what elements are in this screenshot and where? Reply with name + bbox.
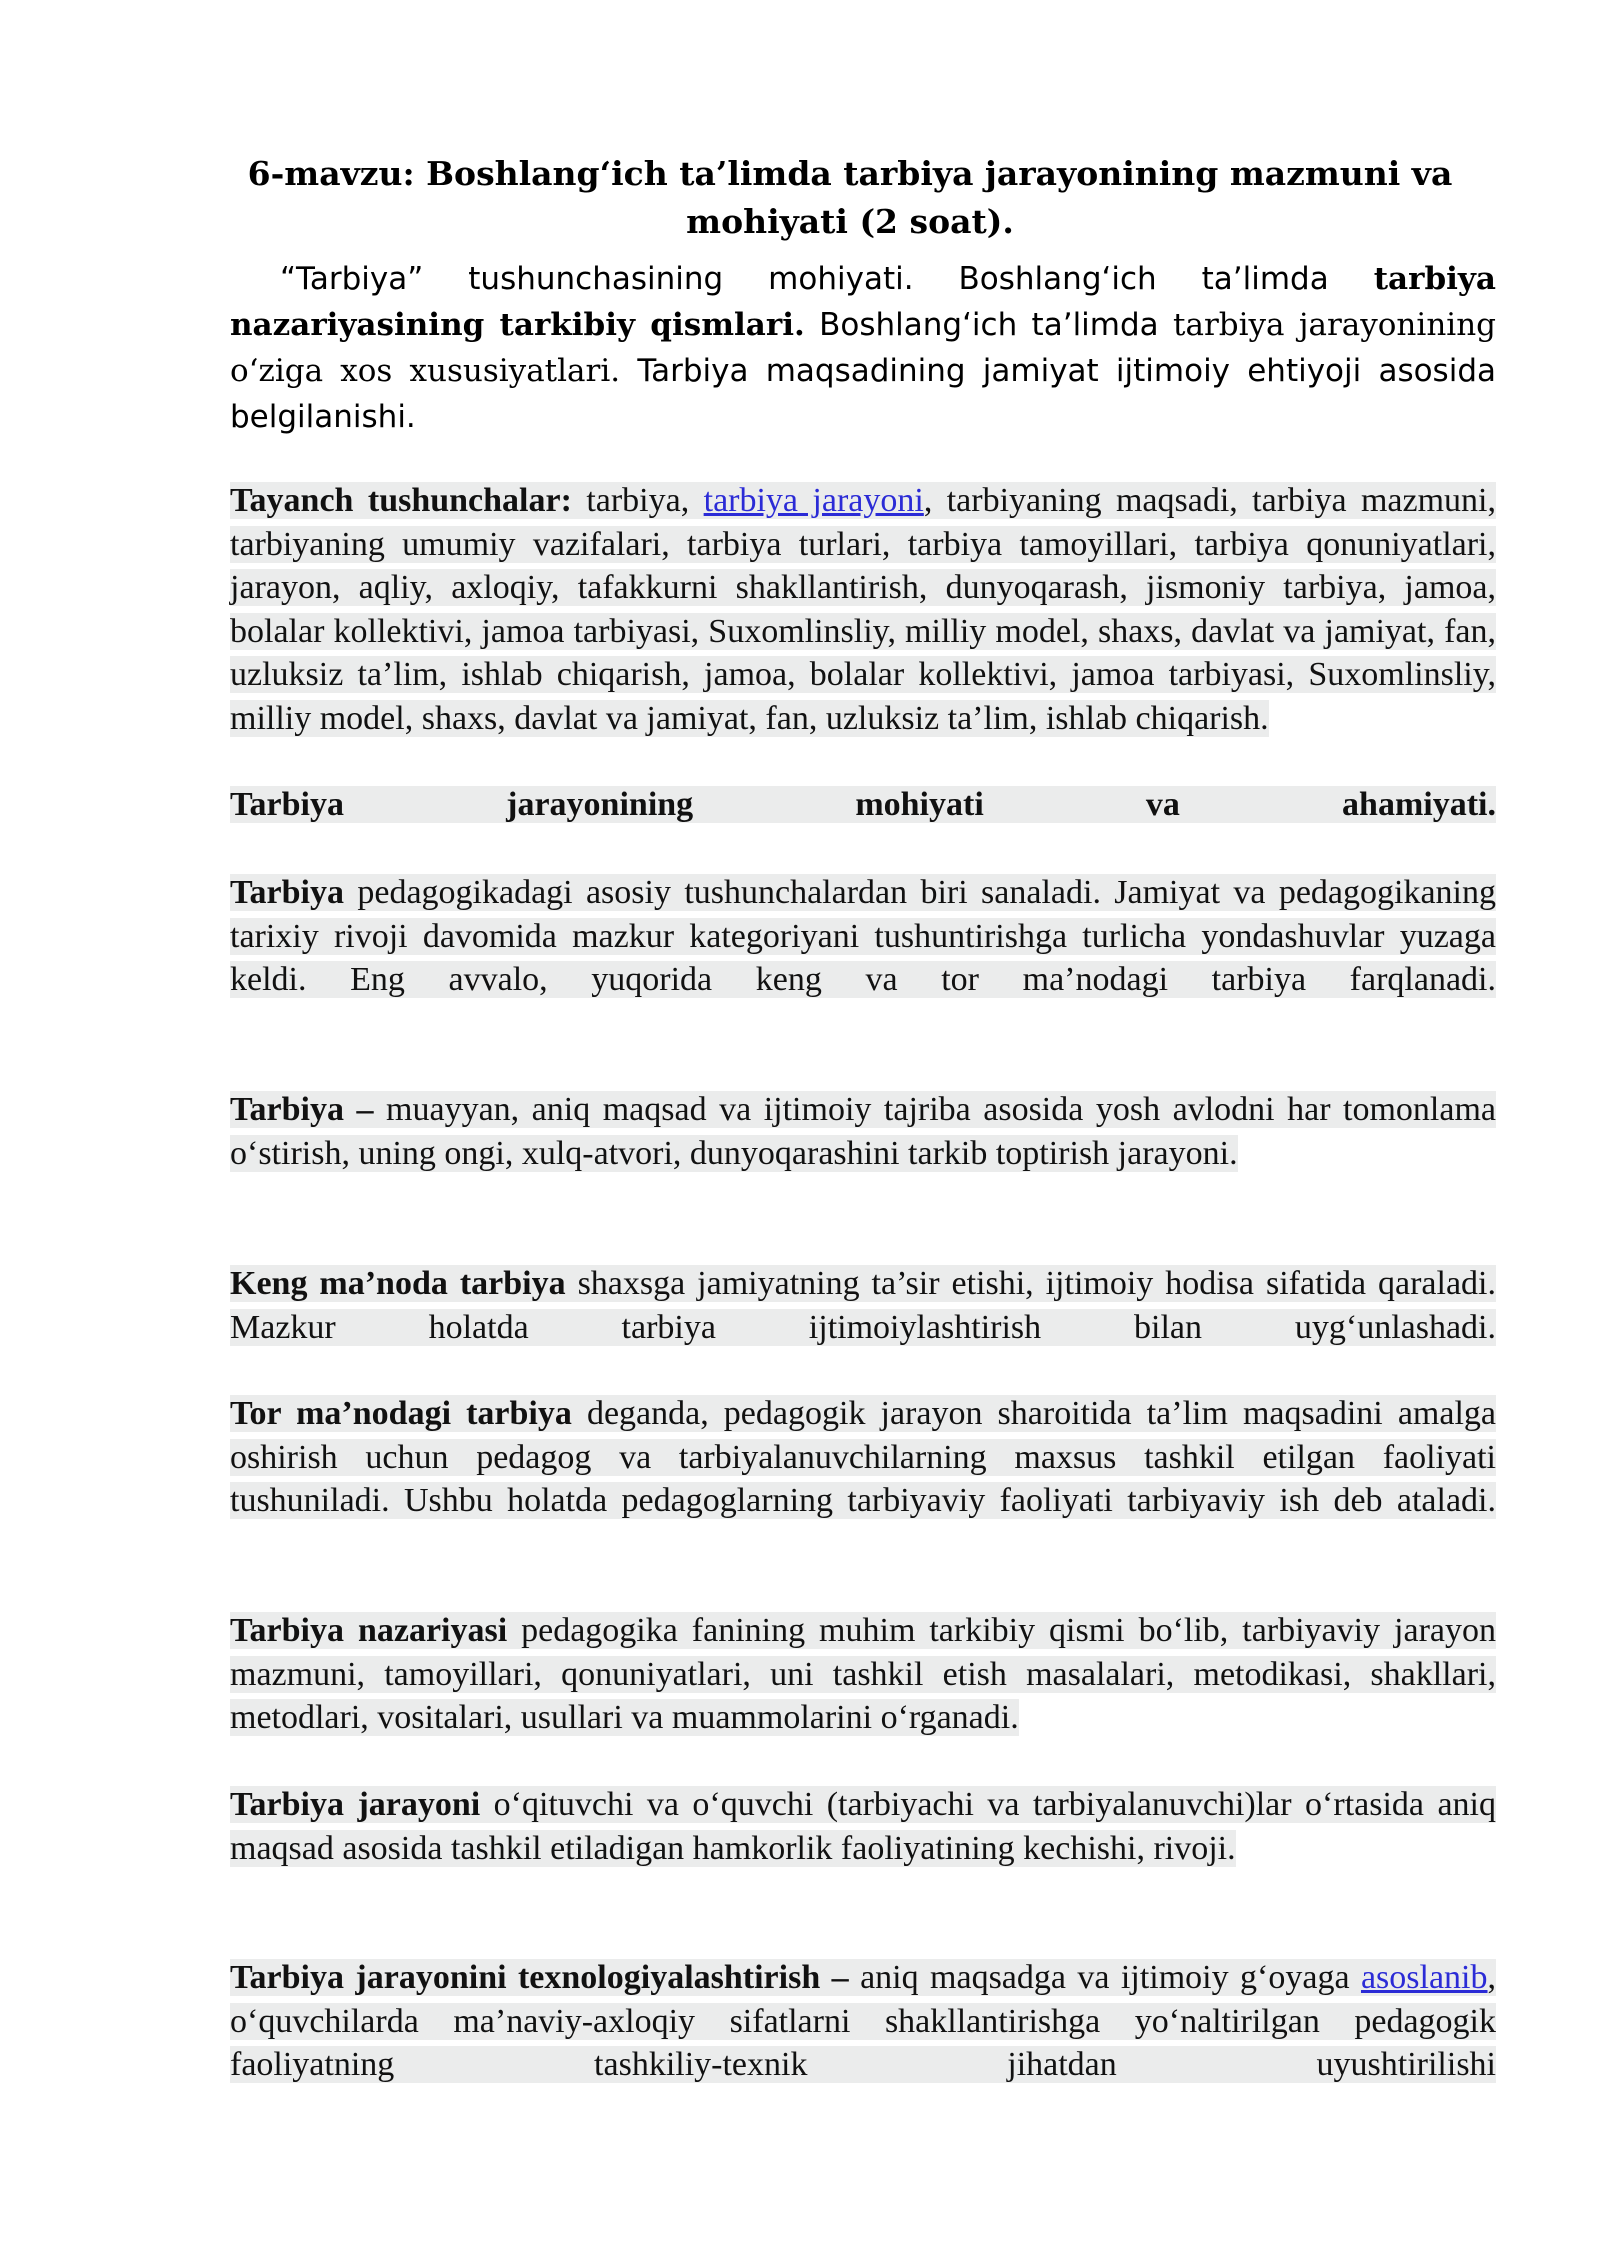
term-tarbiya-nazariyasi: Tarbiya nazariyasi [230,1612,508,1649]
key-concepts-text-2: , tarbiyaning maqsadi, tarbiya mazmuni, tarbiyaning umumiy vazifalari, tarbiya turlari, tarbiya tamoyillari, tarbiya qonuniyatlari, jarayon, aqliy, axloqiy, tafakkurni shakllantirish, dunyoqarash, jismoniy tarbiya, jamoa, bolalar kollektivi, jamoa tarbiyasi, Suxomlinsliy, milliy model, shaxs, davlat va jamiyat, fan, uzluksiz ta’lim, ishlab chiqarish, jamoa, bolalar kollektivi, jamoa tarbiyasi, Suxomlinsliy, milliy model, shaxs, davlat va jamiyat, fan, uzluksiz ta’lim, ishlab chiqarish. [230,482,1496,737]
paragraph-keng-manoda [230,1262,1496,1349]
paragraph-tarbiya-definition [230,1088,1496,1175]
term-texnologiyalashtirish: Tarbiya jarayonini texnologiyalashtirish – [230,1959,849,1996]
asoslanib-link[interactable]: asoslanib [1360,1959,1488,1996]
paragraph-keng-highlight [230,1265,1496,1346]
paragraph-nazariyasi [230,1609,1496,1740]
paragraph-texnologiyalashtirish [230,1956,1496,2087]
paragraph-jarayoni-highlight [230,1786,1496,1867]
paragraph-tor-text: deganda, pedagogik jarayon sharoitida ta’lim maqsadini amalga oshirish uchun pedagog va tarbiyalanuvchilarning maxsus tashkil etilgan faoliyati tushuniladi. Ushbu holatda pedagoglarning tarbiyaviy faoliyati tarbiyaviy ish deb ataladi. [230,1395,1496,1519]
term-tarbiya-jarayoni: Tarbiya jarayoni [230,1786,481,1823]
section-heading [230,783,1496,827]
term-tarbiya-dash: Tarbiya – [230,1091,374,1128]
key-concepts-paragraph [230,479,1496,740]
paragraph-jarayoni-text: o‘qituvchi va o‘quvchi (tarbiyachi va tarbiyalanuvchi)lar o‘rtasida aniq maqsad asosida tashkil etiladigan hamkorlik faoliyatining kechishi, rivoji. [230,1786,1496,1867]
section-heading-text: Tarbiya jarayonining mohiyati va ahamiyati. [230,786,1496,823]
key-concepts-text-1: tarbiya, [571,482,704,519]
paragraph-definition-highlight [230,1091,1496,1172]
paragraph-nazariyasi-highlight [230,1612,1496,1736]
intro-bold-phrase: tarbiya nazariyasining tarkibiy qismlari. [230,261,1496,343]
paragraph-keng-text: shaxsga jamiyatning ta’sir etishi, ijtimoiy hodisa sifatida qaraladi. Mazkur holatda tarbiya ijtimoiylashtirish bilan uyg‘unlashadi. [230,1265,1496,1346]
intro-paragraph [230,256,1496,440]
intro-text-1: “Tarbiya” tushunchasining mohiyati. Boshlang‘ich ta’limda [280,261,1374,297]
page-title [230,150,1470,246]
term-keng-manoda: Keng ma’noda tarbiya [230,1265,566,1302]
paragraph-texnologiya-highlight [230,1959,1496,2083]
tarbiya-jarayoni-link[interactable]: tarbiya jarayoni [703,482,924,519]
intro-text-2: Boshlang‘ich ta’limda [804,307,1174,343]
key-concepts-label: Tayanch tushunchalar: [230,482,572,519]
paragraph-texnologiya-text-1: aniq maqsadga va ijtimoiy g‘oyaga [848,1959,1361,1996]
paragraph-jarayoni [230,1783,1496,1870]
paragraph-tor-highlight [230,1395,1496,1519]
title-line-1: 6-mavzu: Boshlang‘ich ta’limda tarbiya jarayonining mazmuni va [247,154,1453,193]
term-tarbiya: Tarbiya [230,874,345,911]
title-line-2: mohiyati (2 soat). [686,202,1014,241]
intro-serif-phrase: tarbiya jarayonining o‘ziga xos xususiyatlari. [230,307,1497,389]
key-concepts-highlight [230,482,1496,737]
paragraph-nazariyasi-text: pedagogika fanining muhim tarkibiy qismi bo‘lib, tarbiyaviy jarayon mazmuni, tamoyillari, qonuniyatlari, uni tashkil etish masalalari, metodikasi, shakllari, metodlari, vositalari, usullari va muammolarini o‘rganadi. [230,1612,1496,1736]
paragraph-tor-manoda [230,1392,1496,1523]
term-tor-manoda: Tor ma’nodagi tarbiya [230,1395,572,1432]
paragraph-texnologiya-text-2: , o‘quvchilarda ma’naviy-axloqiy sifatlarni shakllantirishga yo‘naltirilgan pedagogik faoliyatning tashkiliy-texnik jihatdan uyushtirilishi [230,1959,1497,2083]
paragraph-definition-text: muayyan, aniq maqsad va ijtimoiy tajriba asosida yosh avlodni har tomonlama o‘stirish, uning ongi, xulq-atvori, dunyoqarashini tarkib toptirish jarayoni. [230,1091,1496,1172]
paragraph-tarbiya-highlight [230,874,1496,998]
intro-text-4: Tarbiya maqsadining jamiyat ijtimoiy ehtiyoji asosida belgilanishi. [230,353,1496,435]
paragraph-tarbiya [230,871,1496,1002]
paragraph-tarbiya-text: pedagogikadagi asosiy tushunchalardan biri sanaladi. Jamiyat va pedagogikaning tarixiy rivoji davomida mazkur kategoriyani tushuntirishga turlicha yondashuvlar yuzaga keldi. Eng avvalo, yuqorida keng va tor ma’nodagi tarbiya farqlanadi. [230,874,1496,998]
